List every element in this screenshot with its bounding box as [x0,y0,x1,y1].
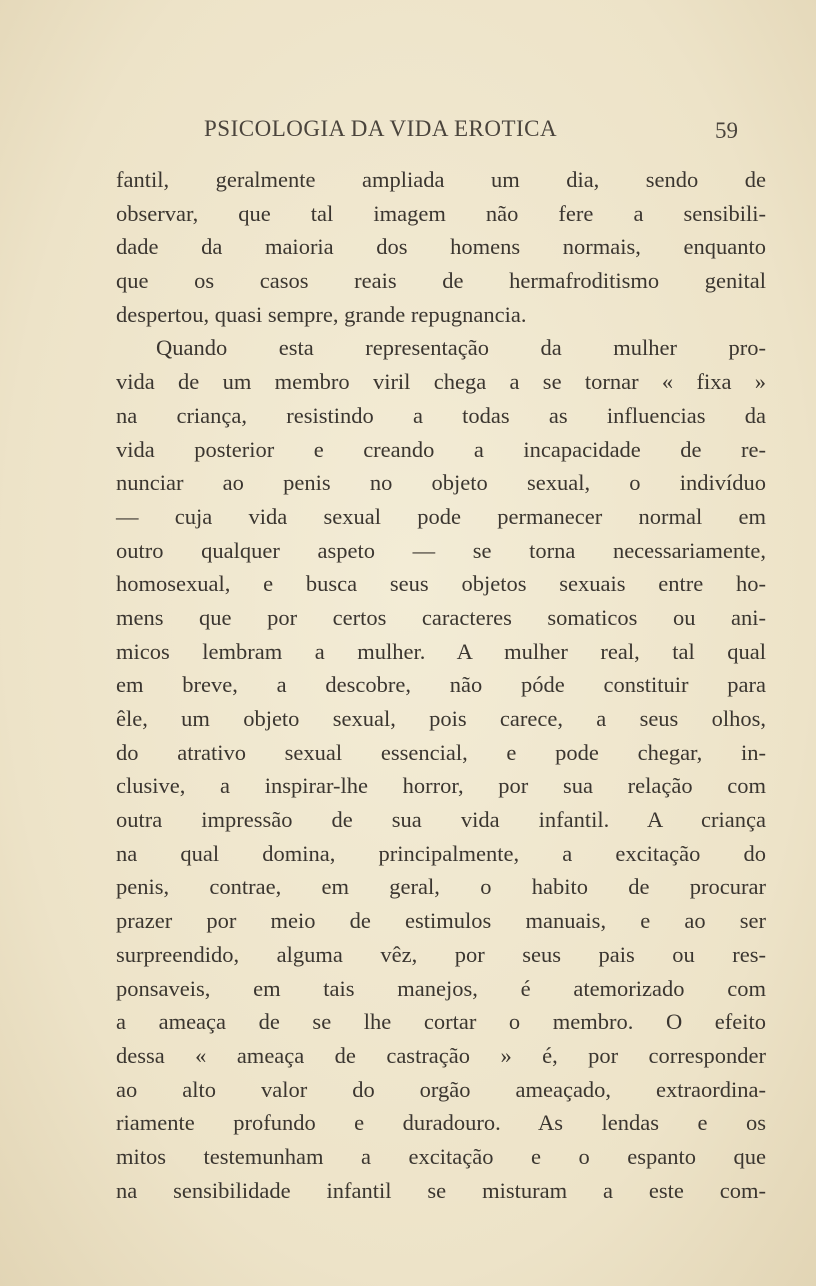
text-line: mens que por certos caracteres somaticos ou ani- [116,604,766,630]
text-line: vida de um membro viril chega a se tornar « fixa » [116,369,766,395]
text-line: do atrativo sexual essencial, e pode chegar, in- [116,739,766,765]
text-line: Quando esta representação da mulher pro- [156,335,766,361]
text-line: ao alto valor do orgão ameaçado, extraordina- [116,1076,766,1102]
text-line: surpreendido, alguma vêz, por seus pais ou res- [116,941,766,967]
text-line: outro qualquer aspeto — se torna necessariamente, [116,537,766,563]
text-line: — cuja vida sexual pode permanecer normal em [116,503,766,529]
text-line: clusive, a inspirar-lhe horror, por sua relação com [116,773,766,799]
text-line: mitos testemunham a excitação e o espanto que [116,1143,766,1169]
text-line: outra impressão de sua vida infantil. A criança [116,807,766,833]
text-line: a ameaça de se lhe cortar o membro. O efeito [116,1009,766,1035]
text-line: despertou, quasi sempre, grande repugnancia. [116,301,527,327]
running-title: PSICOLOGIA DA VIDA EROTICA [204,116,558,141]
text-line: na qual domina, principalmente, a excitação do [116,840,766,866]
text-line: dade da maioria dos homens normais, enquanto [116,234,766,260]
text-line: micos lembram a mulher. A mulher real, tal qual [116,638,766,664]
text-line: em breve, a descobre, não póde constituir para [116,672,766,698]
text-line: fantil, geralmente ampliada um dia, sendo de [116,167,766,192]
text-line: vida posterior e creando a incapacidade de re- [116,436,766,462]
text-line: observar, que tal imagem não fere a sensibili- [116,200,766,226]
body-text [116,163,766,1207]
text-line: êle, um objeto sexual, pois carece, a seus olhos, [116,706,766,731]
text-line: nunciar ao penis no objeto sexual, o indivíduo [116,470,766,496]
text-line: na sensibilidade infantil se misturam a este com- [116,1177,766,1203]
page-number: 59 [715,118,738,143]
text-line: penis, contrae, em geral, o habito de procurar [116,874,766,900]
text-line: homosexual, e busca seus objetos sexuais entre ho- [116,571,766,597]
text-line: na criança, resistindo a todas as influencias da [116,402,766,428]
text-line: ponsaveis, em tais manejos, é atemorizado com [116,975,766,1001]
text-line: dessa « ameaça de castração » é, por corresponder [116,1042,766,1068]
page-header [116,116,738,150]
text-line: riamente profundo e duradouro. As lendas e os [116,1110,766,1136]
text-line: prazer por meio de estimulos manuais, e ao ser [116,908,766,934]
text-line: que os casos reais de hermafroditismo genital [116,268,766,294]
